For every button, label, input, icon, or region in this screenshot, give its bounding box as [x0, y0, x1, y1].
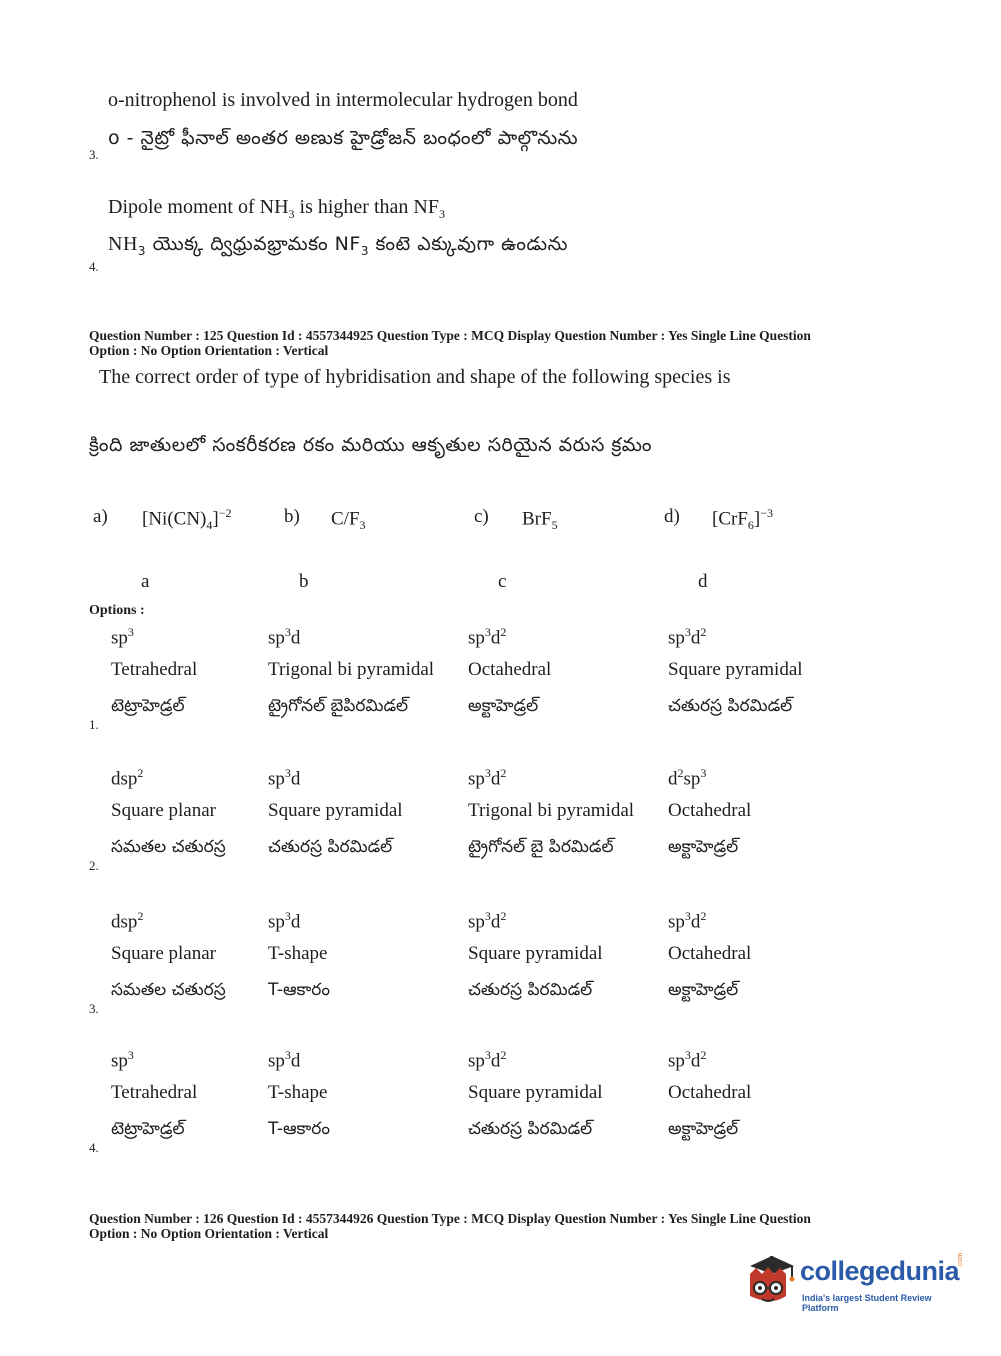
option-1-shape-0: Tetrahedral — [111, 659, 198, 680]
logo-dotcom: .com — [957, 1252, 964, 1268]
column-header-c: c — [498, 571, 507, 592]
option-1-shape-2: Octahedral — [468, 659, 552, 680]
option-1-shape-te-1: ట్రైగోనల్ బైపిరమిడల్ — [268, 696, 409, 716]
option-1-shape-te-3: చతురస్ర పిరమిడల్ — [668, 696, 793, 716]
q125-meta-line-1: Question Number : 125 Question Id : 4557344925 Question Type : MCQ Display Question Number : Yes Single Line Question — [89, 328, 811, 343]
option-1-hybridisation-0: $sp^3$ — [111, 625, 134, 649]
option-1-hybridisation-2: $sp^3d^2$ — [468, 625, 507, 649]
option-4-shape-te-0: టెట్రాహెడ్రల్ — [111, 1119, 185, 1139]
species-formula-3: $[CrF_6]^{-3}$ — [712, 506, 774, 533]
column-header-b: b — [299, 571, 309, 592]
q126-meta-line-2: Option : No Option Orientation : Vertical — [89, 1226, 329, 1241]
option-3-shape-te-1: T-ఆకారం — [268, 980, 330, 1000]
option-4-shape-te-1: T-ఆకారం — [268, 1119, 330, 1139]
q125-text-te: క్రింది జాతులలో సంకరీకరణ రకం మరియు ఆకృతుల సరియైన వరుస క్రమం — [89, 434, 652, 456]
prev-option-3-en: o-nitrophenol is involved in intermolecular hydrogen bond — [108, 89, 578, 111]
option-4-hybridisation-0: $sp^3$ — [111, 1048, 134, 1072]
option-2-shape-te-2: ట్రైగోనల్ బై పిరమిడల్ — [468, 837, 614, 857]
option-2-hybridisation-2: $sp^3d^2$ — [468, 766, 507, 790]
prev-option-3-te: o - నైట్రో ఫీనాల్ అంతర అణుక హైడ్రోజన్ బంధంలో పాల్గొనును — [108, 127, 579, 149]
option-2-shape-2: Trigonal bi pyramidal — [468, 800, 635, 821]
option-1-number[interactable]: 1. — [89, 717, 99, 732]
species-formula-0: $[Ni(CN)_4]^{-2}$ — [142, 506, 232, 533]
column-header-d: d — [698, 571, 708, 592]
option-3-number[interactable]: 3. — [89, 1001, 99, 1016]
option-4-shape-2: Square pyramidal — [468, 1082, 603, 1103]
species-label-2: c) — [474, 506, 489, 527]
prev-option-4-number: 4. — [89, 259, 99, 274]
column-header-a: a — [141, 571, 150, 592]
option-4-shape-3: Octahedral — [668, 1082, 752, 1103]
logo-tagline: India's largest Student Review Platform — [802, 1293, 932, 1313]
option-1-shape-3: Square pyramidal — [668, 659, 803, 680]
species-label-3: d) — [664, 506, 680, 527]
option-4-shape-0: Tetrahedral — [111, 1082, 198, 1103]
option-4-shape-te-2: చతురస్ర పిరమిడల్ — [468, 1119, 593, 1139]
collegedunia-logo[interactable] — [742, 1250, 967, 1312]
prev-option-3-number: 3. — [89, 147, 99, 162]
option-4-number[interactable]: 4. — [89, 1140, 99, 1155]
option-3-hybridisation-2: $sp^3d^2$ — [468, 909, 507, 933]
student-mascot-icon — [742, 1252, 798, 1312]
option-3-hybridisation-1: $sp^3d$ — [268, 909, 301, 933]
option-4-hybridisation-2: $sp^3d^2$ — [468, 1048, 507, 1072]
option-3-shape-te-0: సమతల చతురస్ర — [111, 980, 226, 1000]
q125-text-en: The correct order of type of hybridisation and shape of the following species is — [99, 366, 731, 388]
species-formula-1: $C/F_3$ — [331, 508, 366, 533]
option-2-shape-te-3: అక్టాహెడ్రల్ — [668, 837, 739, 857]
option-2-shape-0: Square planar — [111, 800, 216, 821]
option-2-hybridisation-0: dsp$^2$ — [111, 766, 144, 790]
option-2-shape-te-0: సమతల చతురస్ర — [111, 837, 226, 857]
option-2-shape-1: Square pyramidal — [268, 800, 403, 821]
option-3-shape-te-3: అక్టాహెడ్రల్ — [668, 980, 739, 1000]
q125-meta-line-2: Option : No Option Orientation : Vertical — [89, 343, 329, 358]
option-3-hybridisation-0: dsp$^2$ — [111, 909, 144, 933]
species-label-0: a) — [93, 506, 108, 527]
option-4-hybridisation-3: $sp^3d^2$ — [668, 1048, 707, 1072]
prev-option-4-en: Dipole moment of $NH_3$ is higher than $NF_3$ — [108, 196, 445, 221]
logo-wordmark: collegedunia — [800, 1256, 960, 1286]
option-1-shape-te-0: టెట్రాహెడ్రల్ — [111, 696, 185, 716]
option-4-shape-1: T-shape — [268, 1082, 328, 1103]
option-4-shape-te-3: అక్టాహెడ్రల్ — [668, 1119, 739, 1139]
option-3-shape-2: Square pyramidal — [468, 943, 603, 964]
prev-option-4-te: $NH_3$ యొక్క ద్విధ్రువభ్రామకం $NF_3$ కంటె ఎక్కువుగా ఉండును — [108, 233, 568, 258]
species-formula-2: BrF$_5$ — [522, 508, 558, 533]
option-3-shape-3: Octahedral — [668, 943, 752, 964]
q126-meta — [89, 1211, 811, 1241]
option-2-shape-te-1: చతురస్ర పిరమిడల్ — [268, 837, 393, 857]
option-2-hybridisation-1: $sp^3d$ — [268, 766, 301, 790]
option-3-shape-te-2: చతురస్ర పిరమిడల్ — [468, 980, 593, 1000]
q126-meta-line-1: Question Number : 126 Question Id : 4557344926 Question Type : MCQ Display Question Number : Yes Single Line Question — [89, 1211, 811, 1226]
q125-meta — [89, 328, 811, 358]
option-1-hybridisation-3: $sp^3d^2$ — [668, 625, 707, 649]
option-1-hybridisation-1: $sp^3d$ — [268, 625, 301, 649]
option-3-shape-1: T-shape — [268, 943, 328, 964]
option-2-number[interactable]: 2. — [89, 858, 99, 873]
option-4-hybridisation-1: $sp^3d$ — [268, 1048, 301, 1072]
option-3-hybridisation-3: $sp^3d^2$ — [668, 909, 707, 933]
option-2-shape-3: Octahedral — [668, 800, 752, 821]
option-3-shape-0: Square planar — [111, 943, 216, 964]
option-1-shape-te-2: అక్టాహెడ్రల్ — [468, 696, 539, 716]
option-1-shape-1: Trigonal bi pyramidal — [268, 659, 435, 680]
option-2-hybridisation-3: $d^2sp^3$ — [668, 766, 707, 790]
options-label: Options : — [89, 603, 145, 618]
species-label-1: b) — [284, 506, 300, 527]
